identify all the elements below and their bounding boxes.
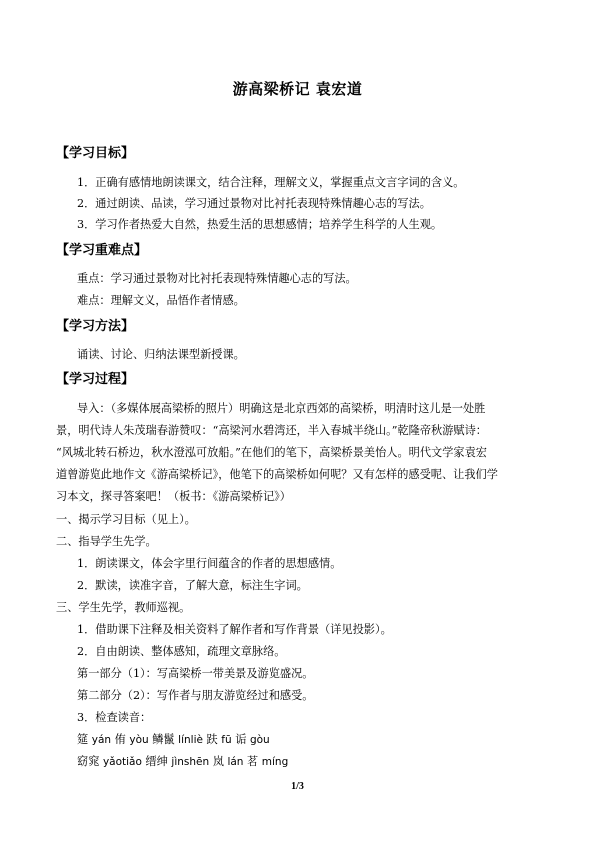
step-3-item-2: 2．自由朗读、整体感知，疏理文章脉络。 (77, 645, 286, 658)
intro-line-3: “风城北转石桥边，秋水澄泓可放船。”在他们的笔下，高梁桥景美怡人。明代文学家袁宏 (56, 446, 487, 459)
intro-line-2: 景，明代诗人朱茂瑞春游赞叹：“高梁河水碧湾还，半入春城半绕山。”乾隆帝秋游赋诗： (56, 424, 487, 437)
reading-word: 诟 (231, 733, 250, 746)
page-title: 游高梁桥记 袁宏道 (232, 80, 363, 98)
reading-pinyin: yán (91, 734, 112, 746)
reading-word: 岚 (209, 755, 228, 768)
reading-pinyin: gòu (249, 734, 270, 746)
reading-word: 鳞鬣 (148, 733, 179, 746)
step-1: 一、揭示学习目标（见上）。 (56, 513, 196, 526)
reading-pinyin: línliè (178, 734, 203, 746)
reading-pinyin: yǎotiǎo (102, 756, 142, 768)
reading-pinyin: yòu (129, 734, 149, 746)
difficult-point: 难点：理解文义，品悟作者情感。 (77, 294, 245, 307)
method-text: 诵读、讨论、归纳法课型新授课。 (77, 348, 245, 361)
key-point: 重点：学习通过景物对比衬托表现特殊情趣心志的写法。 (77, 272, 357, 285)
goal-3: 3．学习作者热爱大自然，热爱生活的思想感情；培养学生科学的人生观。 (77, 218, 443, 231)
goal-2: 2．通过朗读、品读，学习通过景物对比衬托表现特殊情趣心志的写法。 (77, 197, 431, 210)
reading-pinyin: jìnshēn (171, 756, 210, 768)
goal-1: 1．正确有感情地朗读课文，结合注释，理解文义，掌握重点文言字词的含义。 (77, 176, 465, 189)
heading-learning-goals: 【学习目标】 (56, 146, 135, 161)
part-2: 第二部分（2）：写作者与朋友游览经过和感受。 (77, 689, 314, 702)
reading-word: 侑 (111, 733, 130, 746)
step-3: 三、学生先学，教师巡视。 (56, 601, 191, 614)
intro-line-5: 习本文，探寻答案吧！（板书：《游高梁桥记》） (56, 490, 291, 503)
reading-word: 缙绅 (141, 755, 172, 768)
reading-line-1 (77, 732, 270, 748)
reading-word: 筵 (77, 733, 92, 746)
reading-pinyin: lán (227, 756, 244, 768)
step-3-item-3: 3．检查读音： (77, 711, 152, 724)
intro-line-1: 导入：（多媒体展高梁桥的照片）明确这是北京西郊的高梁桥，明清时这儿是一处胜 (77, 402, 486, 415)
reading-pinyin: fū (221, 734, 232, 746)
intro-line-4: 道曾游览此地作文《游高梁桥记》，他笔下的高梁桥如何呢？又有怎样的感受呢、让我们学 (56, 468, 498, 481)
reading-word: 趺 (202, 733, 222, 746)
step-2-item-1: 1．朗读课文，体会字里行间蕴含的作者的思想感情。 (77, 557, 342, 570)
part-1: 第一部分（1）：写高梁桥一带美景及游览盛况。 (77, 667, 314, 680)
heading-learning-process: 【学习过程】 (56, 372, 135, 387)
page-number: 1/3 (291, 781, 304, 792)
reading-line-2 (77, 754, 288, 770)
step-2-item-2: 2．默读，读准字音，了解大意，标注生字词。 (77, 579, 308, 592)
step-3-item-1: 1．借助课下注释及相关资料了解作者和写作背景（详见投影）。 (77, 623, 392, 636)
reading-word: 茗 (243, 755, 262, 768)
reading-word: 窈窕 (77, 755, 103, 768)
step-2: 二、指导学生先学。 (56, 535, 157, 548)
heading-key-points: 【学习重难点】 (56, 243, 148, 258)
reading-pinyin: míng (261, 756, 289, 768)
heading-learning-method: 【学习方法】 (56, 319, 135, 334)
